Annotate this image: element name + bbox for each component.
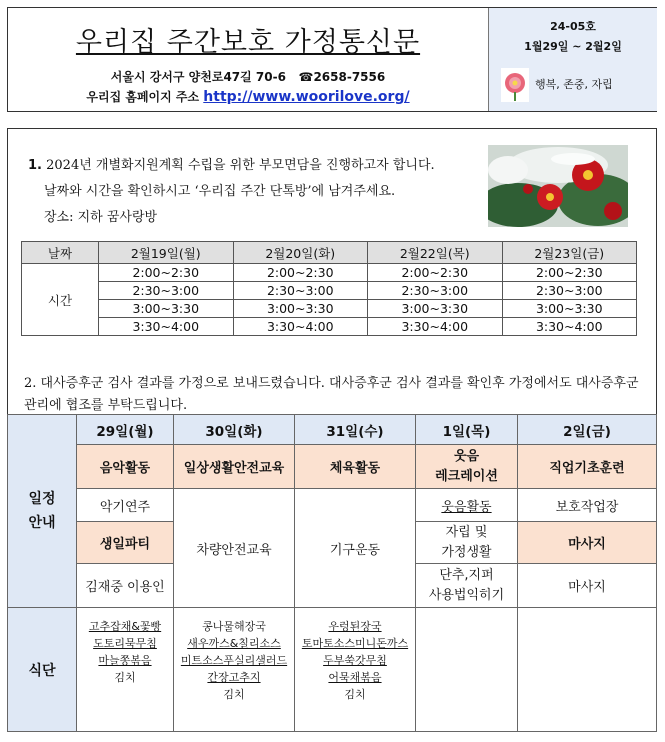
menu-item: 콩나물해장국 <box>202 620 266 633</box>
menu-item: 고추잡채&꽃빵 <box>88 620 162 633</box>
day-header: 29일(월) <box>77 415 174 445</box>
schedule-label: 일정 안내 <box>8 415 77 608</box>
notice-1-line1: 2024년 개별화지원계획 수립을 위한 부모면담을 진행하고자 합니다. <box>46 158 435 173</box>
notice-1 <box>28 153 435 231</box>
day-header: 2월23일(금) <box>502 242 637 264</box>
time-slot[interactable]: 3:30~4:00 <box>368 318 503 336</box>
activity-detail: 마사지 <box>518 522 657 564</box>
day-header: 2월22일(목) <box>368 242 503 264</box>
day-header: 2월19일(월) <box>99 242 234 264</box>
activity-detail: 단추,지퍼 사용법익히기 <box>416 564 518 608</box>
time-slot[interactable]: 2:30~3:00 <box>233 282 368 300</box>
address-line <box>8 68 488 85</box>
activity-detail: 마사지 <box>518 564 657 608</box>
day-header: 1일(목) <box>416 415 518 445</box>
phone-number: 2658-7556 <box>313 70 386 84</box>
date-header: 날짜 <box>22 242 99 264</box>
notice-2: 2. 대사증후군 검사 결과를 가정으로 보내드렸습니다. 대사증후군 검사 결과를 확인후 가정에서도 대사증후군 관리에 협조를 부탁드립니다. <box>24 376 639 413</box>
time-slot[interactable]: 2:30~3:00 <box>99 282 234 300</box>
time-slot[interactable]: 2:00~2:30 <box>233 264 368 282</box>
day-header: 31일(수) <box>295 415 416 445</box>
menu-item: 우렁된장국 <box>328 620 382 633</box>
flower-icon <box>501 68 529 102</box>
activity-detail: 차량안전교육 <box>174 489 295 608</box>
activity-detail: 자립 및 가정생활 <box>416 522 518 564</box>
menu-item: 마늘쫑볶음 <box>98 654 152 667</box>
homepage-link[interactable]: http://www.woorilove.org/ <box>203 89 410 105</box>
activity-main: 체육활동 <box>295 445 416 489</box>
meeting-schedule-table <box>21 241 637 336</box>
meal-menu <box>295 608 416 732</box>
menu-item: 두부쑥갓무침 <box>323 654 387 667</box>
header-main <box>8 8 488 111</box>
menu-item: 김치 <box>344 688 366 701</box>
time-slot[interactable]: 3:00~3:30 <box>99 300 234 318</box>
menu-item: 새우까스&칠리소스 <box>187 637 281 650</box>
activity-detail: 보호작업장 <box>518 489 657 522</box>
day-header: 30일(화) <box>174 415 295 445</box>
weekly-schedule-table <box>7 414 657 732</box>
activity-main: 음악활동 <box>77 445 174 489</box>
meal-menu <box>77 608 174 732</box>
time-slot[interactable]: 2:00~2:30 <box>368 264 503 282</box>
activity-detail: 악기연주 <box>77 489 174 522</box>
activity-main: 직업기초훈련 <box>518 445 657 489</box>
address: 서울시 강서구 양천로47길 70-6 <box>110 70 286 84</box>
day-header: 2일(금) <box>518 415 657 445</box>
meal-label: 식단 <box>8 608 77 732</box>
time-slot[interactable]: 3:30~4:00 <box>99 318 234 336</box>
activity-detail: 김재중 이용인 <box>77 564 174 608</box>
menu-item: 김치 <box>223 688 245 701</box>
motto: 행복, 존중, 자립 <box>535 78 613 91</box>
issue-panel <box>488 8 657 111</box>
time-slot[interactable]: 3:00~3:30 <box>368 300 503 318</box>
activity-detail: 생일파티 <box>77 522 174 564</box>
page-title: 우리집 주간보호 가정통신문 <box>75 27 421 58</box>
homepage-label: 우리집 홈페이지 주소 <box>86 90 200 104</box>
time-slot[interactable]: 2:00~2:30 <box>502 264 637 282</box>
meal-menu <box>174 608 295 732</box>
activity-detail: 기구운동 <box>295 489 416 608</box>
notice-1-number: 1. <box>28 158 42 173</box>
time-header: 시간 <box>22 264 99 336</box>
activity-main: 웃음 레크레이션 <box>416 445 518 489</box>
homepage-line <box>8 88 488 105</box>
time-slot[interactable]: 2:00~2:30 <box>99 264 234 282</box>
issue-number: 24-05호 <box>550 20 596 33</box>
time-slot[interactable]: 3:30~4:00 <box>233 318 368 336</box>
meal-menu-empty <box>416 608 518 732</box>
meal-menu-empty <box>518 608 657 732</box>
notice-1-line2: 날짜와 시간을 확인하시고 ‘우리집 주간 단톡방’에 남겨주세요. <box>44 184 396 199</box>
menu-item: 미트소스푸실리샐러드 <box>180 654 288 667</box>
time-slot[interactable]: 3:30~4:00 <box>502 318 637 336</box>
time-slot[interactable]: 3:00~3:30 <box>502 300 637 318</box>
menu-item: 어묵채볶음 <box>328 671 382 684</box>
issue-period: 1월29일 ~ 2월2일 <box>524 40 622 53</box>
time-slot[interactable]: 3:00~3:30 <box>233 300 368 318</box>
menu-item: 토마토소스미니돈까스 <box>301 637 409 650</box>
notice-section <box>7 128 657 415</box>
notice-1-line3: 장소: 지하 꿈사랑방 <box>44 210 158 225</box>
time-slot[interactable]: 2:30~3:00 <box>368 282 503 300</box>
activity-detail: 웃음활동 <box>416 489 518 522</box>
newsletter-header <box>7 7 657 112</box>
time-slot[interactable]: 2:30~3:00 <box>502 282 637 300</box>
activity-main: 일상생활안전교육 <box>174 445 295 489</box>
camellia-photo <box>488 145 628 227</box>
day-header: 2월20일(화) <box>233 242 368 264</box>
menu-item: 간장고추지 <box>207 671 261 684</box>
menu-item: 김치 <box>114 671 136 684</box>
phone-icon: ☎ <box>298 70 314 84</box>
menu-item: 도토리묵무침 <box>93 637 157 650</box>
